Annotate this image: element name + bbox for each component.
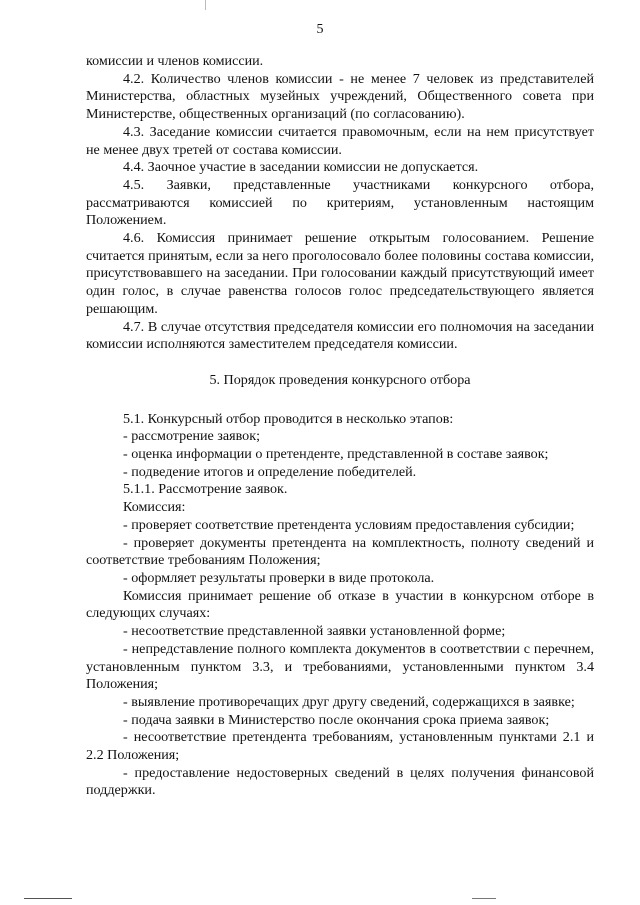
footer-rule-left [24, 898, 72, 899]
paragraph: - подача заявки в Министерство после окончания срока приема заявок; [123, 711, 550, 728]
page-number: 5 [316, 22, 324, 37]
scan-mark [205, 0, 206, 10]
document-body [86, 53, 594, 800]
paragraph: 4.6. Комиссия принимает решение открытым голосованием. Решение считается принятым, если за него проголосовало более половины состава комиссии, присутствовавшего на заседании. При голосовании каждый присутствующий имеет один голос, в случае равенства голосов голос председательствующего является решающим. [86, 230, 594, 317]
paragraph: 4.4. Заочное участие в заседании комиссии не допускается. [123, 159, 479, 176]
paragraph: - непредставление полного комплекта документов в соответствии с перечнем, установленным пунктом 3.3, и требованиями, установленными пунктом 3.4 Положения; [86, 640, 594, 693]
footer-rule-right [472, 898, 496, 899]
paragraph: 5.1.1. Рассмотрение заявок. [123, 481, 288, 498]
paragraph: - рассмотрение заявок; [123, 428, 260, 445]
paragraph: 4.7. В случае отсутствия председателя комиссии его полномочия на заседании комиссии исполняются заместителем председателя комиссии. [86, 318, 594, 353]
paragraph: 5.1. Конкурсный отбор проводится в несколько этапов: [123, 410, 454, 427]
paragraph: 4.5. Заявки, представленные участниками конкурсного отбора, рассматриваются комиссией по критериям, установленным настоящим Положением. [86, 176, 594, 229]
paragraph: Комиссия: [123, 499, 186, 516]
section-title: 5. Порядок проведения конкурсного отбора [209, 371, 471, 388]
paragraph: - подведение итогов и определение победителей. [123, 463, 417, 480]
section-5-body [86, 411, 594, 800]
paragraph: - проверяет соответствие претендента условиям предоставления субсидии; [123, 516, 575, 533]
section-4-continuation [86, 53, 594, 354]
paragraph: комиссии и членов комиссии. [86, 53, 264, 69]
paragraph: 4.3. Заседание комиссии считается правомочным, если на нем присутствует не менее двух третей от состава комиссии. [86, 123, 594, 158]
paragraph: - оформляет результаты проверки в виде протокола. [123, 569, 435, 586]
paragraph: - выявление противоречащих друг другу сведений, содержащихся в заявке; [123, 693, 575, 710]
paragraph: Комиссия принимает решение об отказе в участии в конкурсном отборе в следующих случаях: [86, 587, 594, 622]
paragraph: - несоответствие претендента требованиям, установленным пунктами 2.1 и 2.2 Положения; [86, 729, 594, 764]
paragraph: - несоответствие представленной заявки установленной форме; [123, 623, 506, 640]
paragraph: - проверяет документы претендента на комплектность, полноту сведений и соответствие требованиям Положения; [86, 534, 594, 569]
paragraph: 4.2. Количество членов комиссии - не менее 7 человек из представителей Министерства, областных музейных учреждений, Общественного совета при Министерстве, общественных организаций (по согласованию). [86, 70, 594, 123]
paragraph: - оценка информации о претенденте, представленной в составе заявок; [123, 446, 549, 463]
paragraph: - предоставление недостоверных сведений в целях получения финансовой поддержки. [86, 764, 594, 799]
